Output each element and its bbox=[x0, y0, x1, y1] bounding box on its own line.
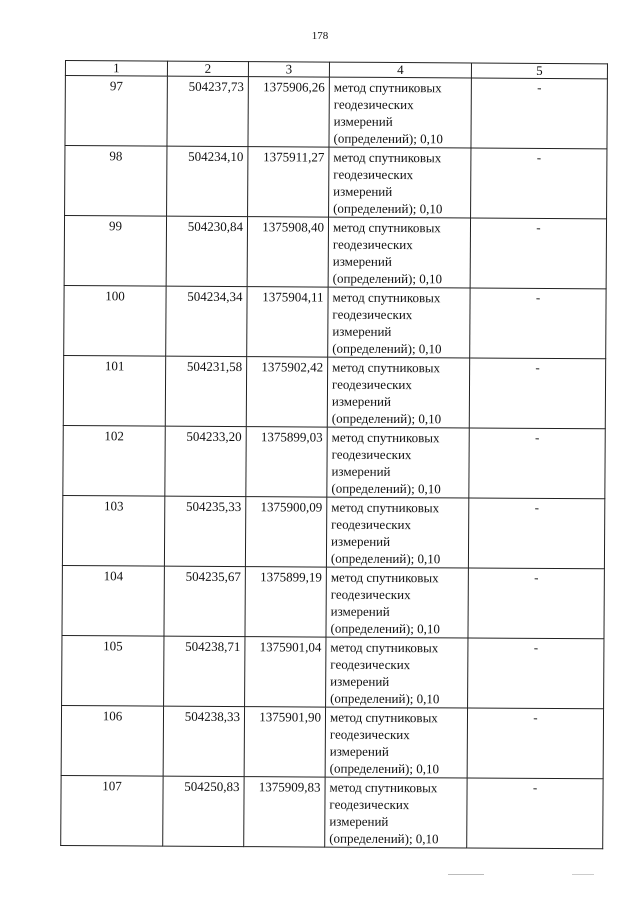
method-cell bbox=[329, 147, 471, 218]
y-coordinate-cell: 1375901,90 bbox=[244, 707, 325, 777]
method-line: измерений bbox=[330, 673, 390, 689]
note-cell: - bbox=[471, 78, 607, 149]
y-coordinate-cell: 1375899,19 bbox=[245, 567, 326, 637]
table-row bbox=[62, 565, 604, 638]
x-coordinate-cell: 504234,10 bbox=[167, 146, 248, 216]
x-coordinate-cell: 504250,83 bbox=[163, 776, 244, 846]
x-coordinate-cell: 504235,33 bbox=[164, 496, 245, 566]
y-coordinate-cell: 1375899,03 bbox=[246, 427, 327, 497]
header-cell-5: 5 bbox=[471, 63, 607, 79]
y-coordinate-cell: 1375901,04 bbox=[245, 637, 326, 707]
note-cell: - bbox=[471, 148, 607, 219]
table-row bbox=[63, 425, 605, 498]
method-line: метод спутниковых bbox=[332, 289, 441, 306]
x-coordinate-cell: 504231,58 bbox=[165, 356, 246, 426]
point-number-cell: 100 bbox=[64, 285, 166, 356]
table-row bbox=[61, 705, 603, 778]
method-line: (определений); 0,10 bbox=[329, 830, 439, 847]
table-row bbox=[62, 635, 604, 708]
point-number-cell: 99 bbox=[64, 216, 166, 287]
method-cell bbox=[328, 287, 470, 358]
note-cell: - bbox=[468, 498, 604, 569]
method-line: измерений bbox=[333, 183, 393, 200]
point-number-cell: 106 bbox=[61, 705, 163, 776]
note-cell: - bbox=[470, 218, 606, 289]
x-coordinate-cell: 504237,73 bbox=[167, 76, 248, 146]
method-line: геодезических bbox=[332, 236, 413, 253]
method-cell bbox=[326, 637, 468, 708]
method-line: измерений bbox=[329, 743, 389, 759]
header-cell-4: 4 bbox=[329, 62, 471, 78]
y-coordinate-cell: 1375911,27 bbox=[248, 147, 329, 217]
method-line: (определений); 0,10 bbox=[333, 130, 443, 147]
method-cell bbox=[325, 777, 467, 848]
method-line: (определений); 0,10 bbox=[330, 620, 440, 637]
point-number-cell: 98 bbox=[65, 146, 167, 217]
method-line: метод спутниковых bbox=[330, 569, 439, 586]
method-line: геодезических bbox=[329, 726, 410, 743]
y-coordinate-cell: 1375909,83 bbox=[244, 777, 325, 847]
x-coordinate-cell: 504230,84 bbox=[166, 216, 247, 286]
method-line: измерений bbox=[329, 813, 389, 829]
method-line: измерений bbox=[331, 393, 392, 409]
x-coordinate-cell: 504233,20 bbox=[165, 426, 246, 496]
header-cell-3: 3 bbox=[248, 62, 329, 77]
table-row bbox=[62, 495, 604, 568]
note-cell: - bbox=[468, 638, 604, 709]
method-cell bbox=[328, 217, 470, 288]
page-number: 178 bbox=[311, 30, 329, 42]
table-row bbox=[65, 76, 607, 149]
method-line: (определений); 0,10 bbox=[331, 410, 442, 427]
note-cell: - bbox=[467, 708, 603, 779]
table-row bbox=[65, 146, 607, 219]
method-line: (определений); 0,10 bbox=[332, 340, 442, 357]
y-coordinate-cell: 1375906,26 bbox=[248, 77, 329, 147]
method-line: геодезических bbox=[332, 306, 413, 323]
method-line: метод спутниковых bbox=[330, 639, 439, 656]
method-line: геодезических bbox=[331, 376, 412, 393]
table-body bbox=[61, 76, 608, 849]
x-coordinate-cell: 504235,67 bbox=[164, 566, 245, 636]
scan-artifact-line bbox=[448, 874, 484, 875]
method-cell bbox=[327, 357, 469, 428]
point-number-cell: 105 bbox=[62, 635, 164, 706]
header-cell-1: 1 bbox=[65, 61, 167, 77]
method-line: измерений bbox=[333, 113, 393, 130]
point-number-cell: 102 bbox=[63, 425, 165, 496]
point-number-cell: 101 bbox=[63, 355, 165, 426]
method-line: метод спутниковых bbox=[331, 429, 440, 446]
method-line: геодезических bbox=[330, 656, 411, 673]
point-number-cell: 107 bbox=[61, 775, 163, 846]
scan-artifact-line bbox=[572, 874, 594, 875]
method-line: измерений bbox=[331, 463, 391, 479]
method-line: измерений bbox=[331, 533, 391, 549]
method-line: (определений); 0,10 bbox=[333, 200, 443, 217]
x-coordinate-cell: 504234,34 bbox=[166, 286, 247, 356]
method-line: геодезических bbox=[329, 796, 410, 813]
method-line: геодезических bbox=[333, 96, 414, 113]
method-line: геодезических bbox=[330, 586, 411, 603]
note-cell: - bbox=[469, 358, 605, 429]
y-coordinate-cell: 1375908,40 bbox=[247, 217, 328, 287]
method-line: (определений); 0,10 bbox=[330, 690, 440, 707]
method-line: (определений); 0,10 bbox=[332, 270, 443, 287]
method-line: измерений bbox=[332, 323, 392, 339]
method-cell bbox=[326, 567, 468, 638]
table-row bbox=[64, 216, 606, 289]
method-line: (определений); 0,10 bbox=[330, 550, 441, 567]
method-line: метод спутниковых bbox=[331, 499, 440, 516]
note-cell: - bbox=[469, 428, 605, 499]
method-line: метод спутниковых bbox=[332, 359, 441, 376]
method-line: метод спутниковых bbox=[329, 709, 438, 726]
y-coordinate-cell: 1375904,11 bbox=[247, 287, 328, 357]
coordinates-table bbox=[60, 60, 608, 849]
method-line: геодезических bbox=[331, 446, 412, 463]
method-cell bbox=[329, 77, 471, 148]
method-line: геодезических bbox=[333, 166, 414, 183]
table-row bbox=[63, 355, 605, 428]
method-line: геодезических bbox=[331, 516, 412, 533]
method-cell bbox=[327, 427, 469, 498]
note-cell: - bbox=[468, 568, 604, 639]
table-row bbox=[64, 285, 606, 358]
point-number-cell: 97 bbox=[65, 76, 167, 147]
method-line: метод спутниковых bbox=[332, 219, 441, 236]
method-line: (определений); 0,10 bbox=[331, 480, 441, 497]
header-cell-2: 2 bbox=[167, 61, 248, 76]
x-coordinate-cell: 504238,33 bbox=[163, 706, 244, 776]
method-cell bbox=[326, 497, 468, 568]
table-row bbox=[61, 775, 603, 848]
method-line: метод спутниковых bbox=[329, 779, 438, 796]
method-line: измерений bbox=[330, 603, 390, 619]
x-coordinate-cell: 504238,71 bbox=[164, 636, 245, 706]
method-line: метод спутниковых bbox=[333, 79, 442, 96]
method-line: метод спутниковых bbox=[333, 149, 442, 166]
y-coordinate-cell: 1375902,42 bbox=[246, 357, 327, 427]
method-line: (определений); 0,10 bbox=[329, 760, 440, 777]
method-cell bbox=[325, 707, 467, 778]
point-number-cell: 104 bbox=[62, 565, 164, 636]
method-line: измерений bbox=[332, 253, 392, 270]
note-cell: - bbox=[470, 288, 606, 359]
note-cell: - bbox=[467, 778, 603, 849]
point-number-cell: 103 bbox=[62, 495, 164, 566]
y-coordinate-cell: 1375900,09 bbox=[245, 497, 326, 567]
